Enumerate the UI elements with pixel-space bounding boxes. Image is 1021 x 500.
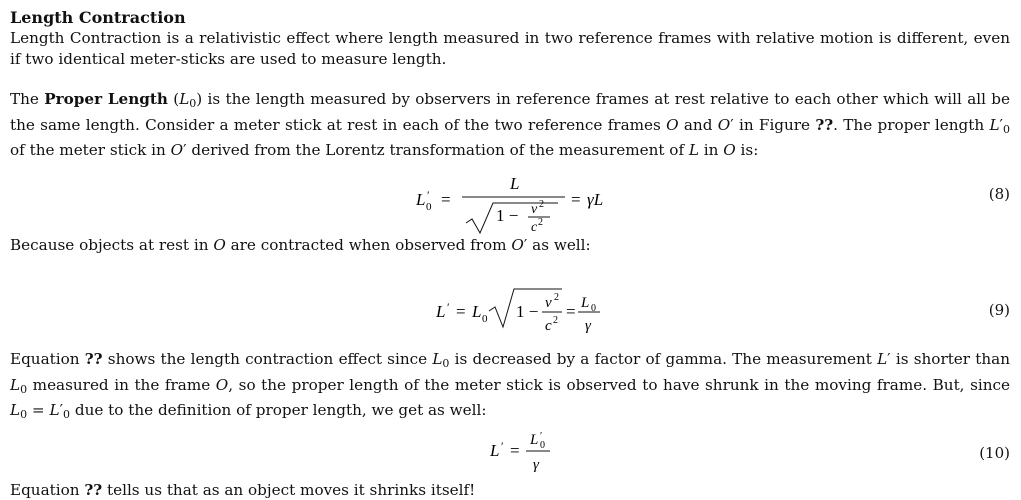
equation-8	[10, 161, 1010, 237]
final-paragraph: Equation ?? tells us that as an object moves it shrinks itself!	[10, 480, 1010, 500]
svg-text:0: 0	[482, 313, 488, 325]
svg-text:v: v	[531, 202, 538, 217]
equation-9	[10, 255, 1010, 345]
svg-text:c: c	[545, 318, 552, 334]
svg-text:=: =	[441, 190, 451, 209]
svg-text:L: L	[529, 432, 538, 448]
equation-9-formula	[10, 255, 610, 345]
figure-ref: ??	[815, 116, 833, 134]
equation-ref: ??	[85, 350, 103, 368]
svg-text:L: L	[489, 441, 499, 460]
transition-paragraph: Because objects at rest in O are contracted when observed from O′ as well:	[10, 235, 1010, 256]
svg-text:γ: γ	[533, 457, 540, 473]
svg-text:c: c	[531, 220, 538, 235]
svg-text:2: 2	[539, 199, 544, 210]
equation-10	[10, 426, 1010, 474]
svg-text:2: 2	[553, 315, 558, 326]
svg-text:γ: γ	[585, 318, 592, 334]
svg-text:1 −: 1 −	[496, 206, 518, 225]
svg-text:2: 2	[538, 217, 543, 228]
svg-text:0: 0	[426, 201, 432, 213]
svg-text:′: ′	[501, 439, 504, 453]
svg-text:′: ′	[447, 300, 450, 314]
equation-8-number: (8)	[989, 185, 1010, 203]
section-heading: Length Contraction	[10, 8, 1010, 28]
intro-paragraph: Length Contraction is a relativistic effect where length measured in two reference frames with relative motion is different, even if two identical meter-sticks are used to measure length.	[10, 28, 1010, 69]
svg-text:2: 2	[554, 292, 559, 303]
svg-text:L: L	[415, 190, 425, 209]
svg-text:L: L	[580, 295, 589, 311]
equation-8-formula	[10, 161, 610, 237]
svg-text:=: =	[456, 302, 466, 321]
equation-9-number: (9)	[989, 301, 1010, 319]
svg-text:L: L	[509, 174, 519, 193]
explanation-paragraph: Equation ?? shows the length contraction effect since $L_0$ is decreased by a factor of gamma. The measurement L′ is shorter than $L_0$ measured in the frame O, so the proper length of the meter stick is observed to have shrunk in the moving frame. But, since $L_0 = L'_0$ due to the definition of proper length, we get as well:	[10, 349, 1010, 426]
document	[10, 8, 1010, 500]
equation-10-formula	[10, 426, 610, 474]
svg-text:0: 0	[591, 303, 596, 314]
equation-ref-final: ??	[84, 481, 102, 499]
svg-text:1 −: 1 −	[516, 302, 538, 321]
svg-text:0: 0	[540, 440, 545, 451]
svg-text:L: L	[471, 302, 481, 321]
svg-text:=: =	[510, 441, 520, 460]
equation-10-number: (10)	[979, 444, 1010, 462]
proper-length-term: Proper Length	[44, 90, 168, 108]
svg-text:=: =	[566, 302, 576, 321]
proper-length-paragraph: The Proper Length $(L_0)$ is the length measured by observers in reference frames at rest relative to each other which will all be the same length. Consider a meter stick at rest in each of the two reference frames O and O′ in Figure ??. The proper length $L'_0$ of the meter stick in O′ derived from the Lorentz transformation of the measurement of L in O is:	[10, 89, 1010, 161]
svg-text:=: =	[571, 190, 581, 209]
svg-text:v: v	[545, 295, 552, 311]
svg-text:′: ′	[427, 188, 430, 202]
svg-text:γL: γL	[587, 190, 603, 209]
svg-text:′: ′	[540, 431, 542, 442]
svg-text:L: L	[435, 302, 445, 321]
